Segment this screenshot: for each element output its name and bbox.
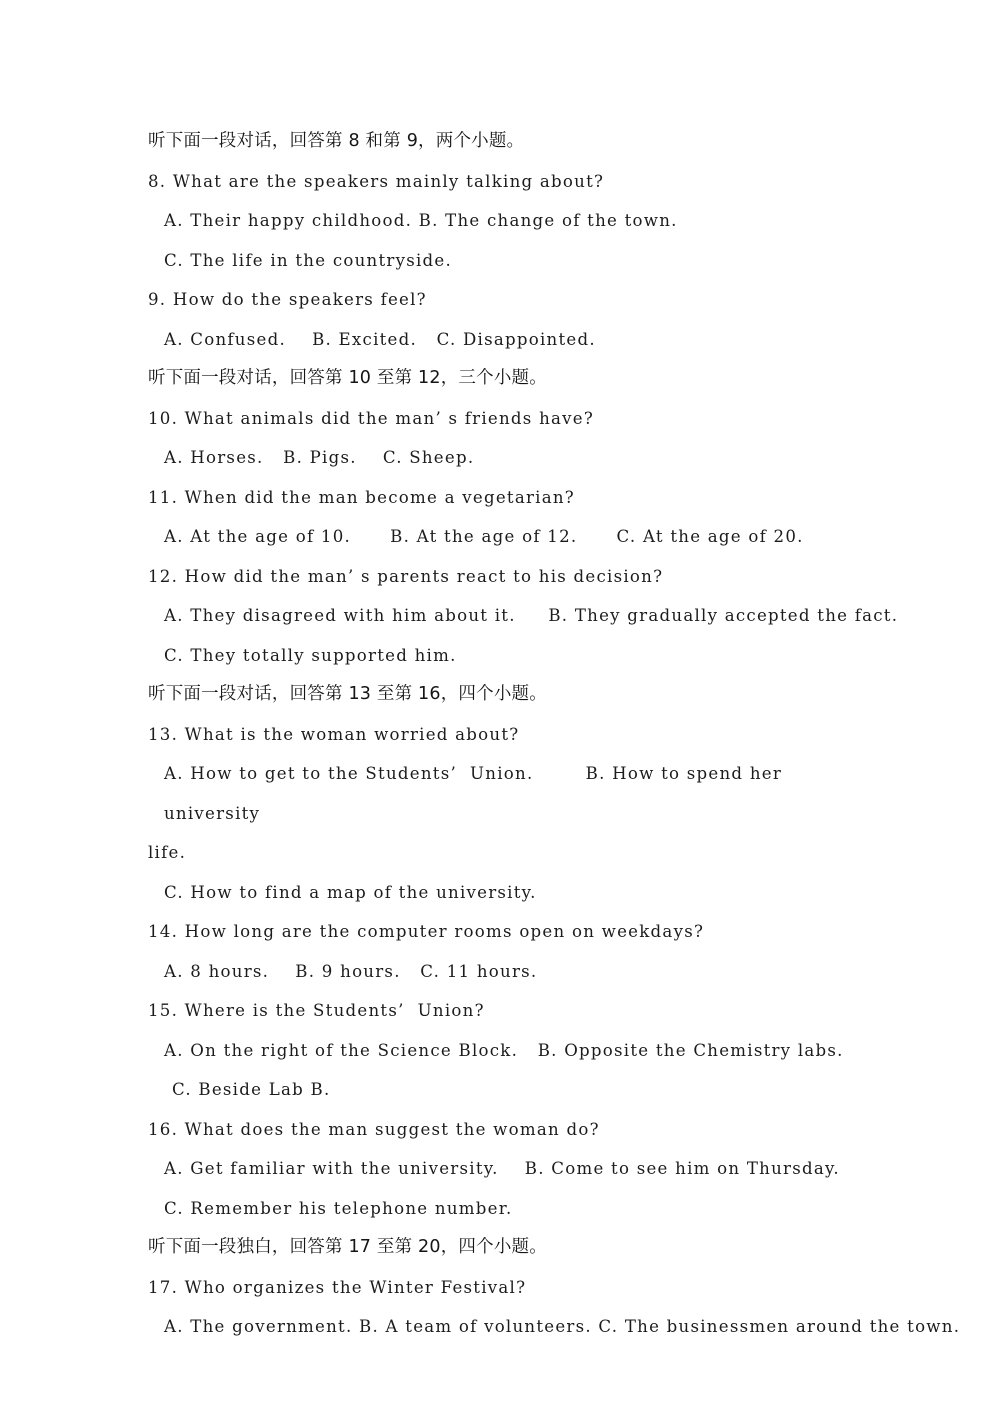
question-option-line: A. At the age of 10. B. At the age of 12. C. At the age of 20.	[164, 527, 804, 546]
question-stem-line: 9. How do the speakers feel?	[148, 290, 427, 309]
question-option-line: C. Remember his telephone number.	[164, 1198, 513, 1218]
listening-directive-line: 听下面一段对话，回答第 13 至第 16，四个小题。	[148, 684, 547, 704]
question-stem-line: 13. What is the woman worried about?	[148, 724, 520, 744]
listening-directive-line: 听下面一段对话，回答第 10 至第 12，三个小题。	[148, 368, 547, 388]
question-stem-line: 17. Who organizes the Winter Festival?	[148, 1277, 527, 1297]
listening-directive-line: 听下面一段对话，回答第 8 和第 9，两个小题。	[148, 131, 525, 151]
question-option-line: A. Their happy childhood. B. The change of the town.	[164, 211, 678, 230]
listening-directive-line: 听下面一段独白，回答第 17 至第 20，四个小题。	[148, 1237, 547, 1257]
question-stem-line: 8. What are the speakers mainly talking about?	[148, 171, 605, 191]
question-stem-line: 15. Where is the Students’ Union?	[148, 1001, 485, 1020]
question-option-text: A. How to get to the Students’ Union. B. How to spend her university	[164, 764, 789, 823]
question-option-continuation: life.	[148, 843, 187, 862]
question-option-line: A. Confused. B. Excited. C. Disappointed.	[164, 329, 596, 349]
question-option-line: C. How to find a map of the university.	[164, 882, 537, 902]
question-stem-line: 14. How long are the computer rooms open on weekdays?	[148, 922, 705, 941]
exam-content-column	[148, 122, 961, 1347]
question-option-line: C. The life in the countryside.	[164, 250, 452, 270]
question-option-line: C. They totally supported him.	[164, 645, 457, 665]
question-option-line: A. Get familiar with the university. B. Come to see him on Thursday.	[164, 1159, 840, 1178]
question-option-line: A. 8 hours. B. 9 hours. C. 11 hours.	[164, 961, 538, 981]
question-stem-line: 10. What animals did the man’ s friends have?	[148, 408, 595, 428]
question-option-line: A. On the right of the Science Block. B. Opposite the Chemistry labs.	[164, 1040, 844, 1060]
question-option-line: A. Horses. B. Pigs. C. Sheep.	[164, 448, 475, 467]
question-option-line: A. They disagreed with him about it. B. They gradually accepted the fact.	[164, 606, 899, 625]
question-option-line	[148, 754, 860, 873]
question-stem-line: 11. When did the man become a vegetarian?	[148, 487, 575, 507]
question-stem-line: 16. What does the man suggest the woman do?	[148, 1119, 600, 1139]
question-option-line: C. Beside Lab B.	[172, 1080, 331, 1099]
question-stem-line: 12. How did the man’ s parents react to his decision?	[148, 566, 664, 586]
question-option-line: A. The government. B. A team of volunteers. C. The businessmen around the town.	[164, 1317, 961, 1336]
